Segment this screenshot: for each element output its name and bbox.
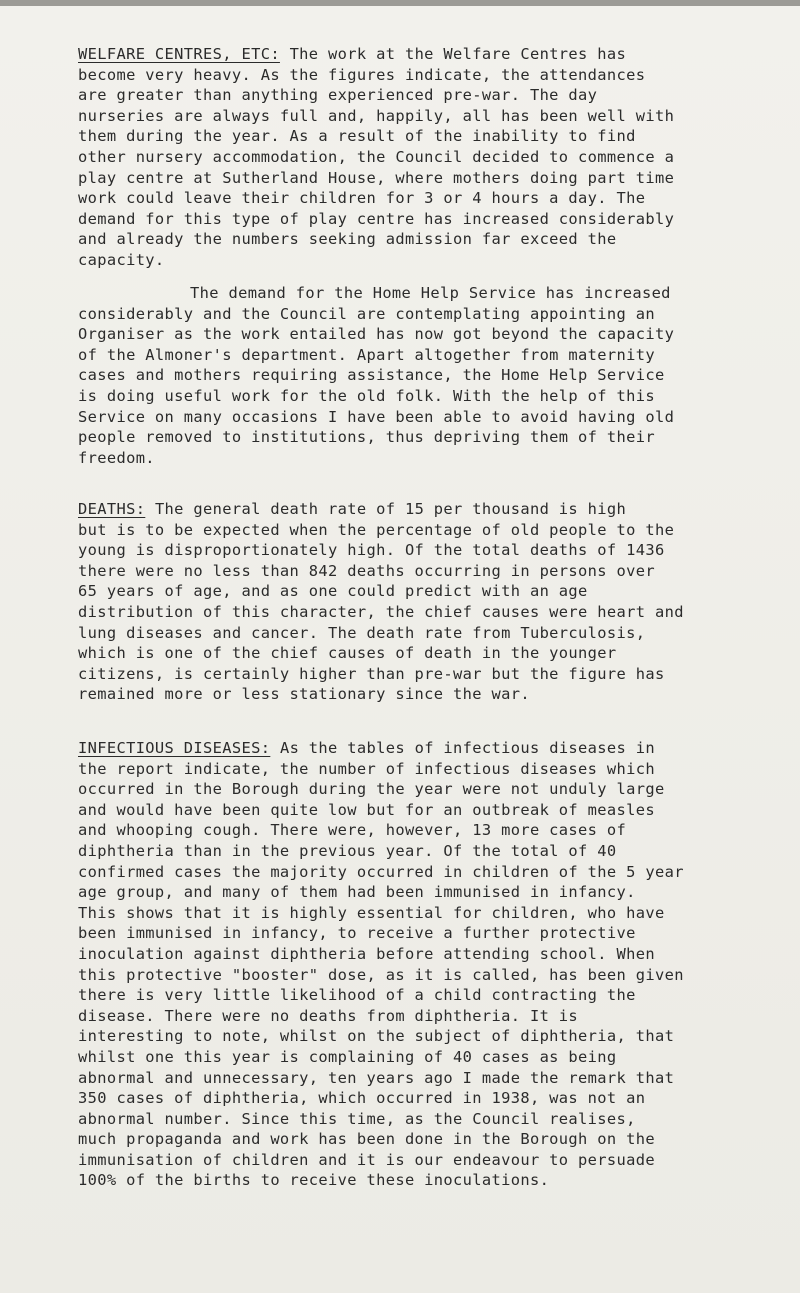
section-home-help bbox=[78, 283, 748, 468]
deaths-line: lung diseases and cancer. The death rate from Tuberculosis, bbox=[78, 623, 646, 642]
deaths-first-line-text: The general death rate of 15 per thousand is high bbox=[154, 500, 627, 518]
infectious-line: immunisation of children and it is our endeavour to persuade bbox=[78, 1150, 655, 1169]
deaths-line: which is one of the chief causes of death in the younger bbox=[78, 644, 617, 663]
deaths-line: 65 years of age, and as one could predict with an age bbox=[78, 582, 588, 601]
home-help-line: people removed to institutions, thus depriving them of their bbox=[78, 428, 655, 447]
welfare-first-line-text: The work at the Welfare Centres has bbox=[289, 45, 627, 63]
section-deaths bbox=[78, 499, 748, 705]
home-help-line: Organiser as the work entailed has now got beyond the capacity bbox=[78, 325, 675, 344]
welfare-line: are greater than anything experienced pre-war. The day bbox=[78, 86, 598, 105]
welfare-first-line bbox=[78, 44, 748, 65]
welfare-line: become very heavy. As the figures indicate, the attendances bbox=[78, 65, 646, 84]
deaths-line: distribution of this character, the chief causes were heart and bbox=[78, 602, 684, 621]
home-help-line: considerably and the Council are contemplating appointing an bbox=[78, 304, 655, 323]
infectious-line: whilst one this year is complaining of 40 cases as being bbox=[78, 1047, 617, 1066]
infectious-line: occurred in the Borough during the year were not unduly large bbox=[78, 780, 665, 799]
deaths-first-line bbox=[78, 499, 748, 520]
page-top-edge bbox=[0, 0, 800, 6]
infectious-line: age group, and many of them had been immunised in infancy. bbox=[78, 883, 636, 902]
section-infectious-diseases bbox=[78, 738, 748, 1191]
deaths-heading: DEATHS: bbox=[78, 500, 146, 518]
infectious-line: This shows that it is highly essential for children, who have bbox=[78, 903, 665, 922]
infectious-line: abnormal and unnecessary, ten years ago I made the remark that bbox=[78, 1068, 675, 1087]
infectious-line: been immunised in infancy, to receive a further protective bbox=[78, 924, 636, 943]
infectious-line: and whooping cough. There were, however, 13 more cases of bbox=[78, 821, 627, 840]
home-help-line: is doing useful work for the old folk. With the help of this bbox=[78, 386, 655, 405]
deaths-line: but is to be expected when the percentage of old people to the bbox=[78, 520, 675, 539]
deaths-line: young is disproportionately high. Of the total deaths of 1436 bbox=[78, 541, 665, 560]
home-help-line: of the Almoner's department. Apart altogether from maternity bbox=[78, 345, 655, 364]
home-help-line: Service on many occasions I have been able to avoid having old bbox=[78, 407, 675, 426]
deaths-line: remained more or less stationary since the war. bbox=[78, 685, 530, 704]
welfare-line: and already the numbers seeking admission far exceed the bbox=[78, 230, 617, 249]
infectious-line: confirmed cases the majority occurred in children of the 5 year bbox=[78, 862, 684, 881]
welfare-line: work could leave their children for 3 or 4 hours a day. The bbox=[78, 189, 646, 208]
home-help-line: cases and mothers requiring assistance, the Home Help Service bbox=[78, 366, 665, 385]
home-help-first-line: The demand for the Home Help Service has increased bbox=[190, 284, 671, 302]
infectious-line: 350 cases of diphtheria, which occurred in 1938, was not an bbox=[78, 1089, 646, 1108]
welfare-line: capacity. bbox=[78, 250, 165, 269]
infectious-line: the report indicate, the number of infectious diseases which bbox=[78, 759, 655, 778]
infectious-first-line-text: As the tables of infectious diseases in bbox=[279, 739, 655, 757]
infectious-line: inoculation against diphtheria before attending school. When bbox=[78, 944, 655, 963]
infectious-line: interesting to note, whilst on the subject of diphtheria, that bbox=[78, 1027, 675, 1046]
infectious-line: much propaganda and work has been done in the Borough on the bbox=[78, 1130, 655, 1149]
infectious-line: diphtheria than in the previous year. Of the total of 40 bbox=[78, 841, 617, 860]
welfare-line: play centre at Sutherland House, where mothers doing part time bbox=[78, 168, 675, 187]
welfare-line: other nursery accommodation, the Council decided to commence a bbox=[78, 147, 675, 166]
infectious-line: abnormal number. Since this time, as the Council realises, bbox=[78, 1109, 636, 1128]
infectious-line: 100% of the births to receive these inoculations. bbox=[78, 1171, 550, 1190]
infectious-first-line bbox=[78, 738, 748, 759]
welfare-line: nurseries are always full and, happily, all has been well with bbox=[78, 106, 675, 125]
infectious-line: there is very little likelihood of a child contracting the bbox=[78, 986, 636, 1005]
deaths-line: there were no less than 842 deaths occurring in persons over bbox=[78, 561, 655, 580]
infectious-line: disease. There were no deaths from diphtheria. It is bbox=[78, 1006, 579, 1025]
home-help-line: freedom. bbox=[78, 448, 155, 467]
infectious-heading: INFECTIOUS DISEASES: bbox=[78, 739, 271, 757]
welfare-line: them during the year. As a result of the inability to find bbox=[78, 127, 636, 146]
section-welfare-centres bbox=[78, 44, 748, 271]
infectious-line: this protective "booster" dose, as it is called, has been given bbox=[78, 965, 684, 984]
welfare-line: demand for this type of play centre has increased considerably bbox=[78, 209, 675, 228]
deaths-line: citizens, is certainly higher than pre-war but the figure has bbox=[78, 664, 665, 683]
welfare-heading: WELFARE CENTRES, ETC: bbox=[78, 45, 280, 63]
infectious-line: and would have been quite low but for an outbreak of measles bbox=[78, 800, 655, 819]
